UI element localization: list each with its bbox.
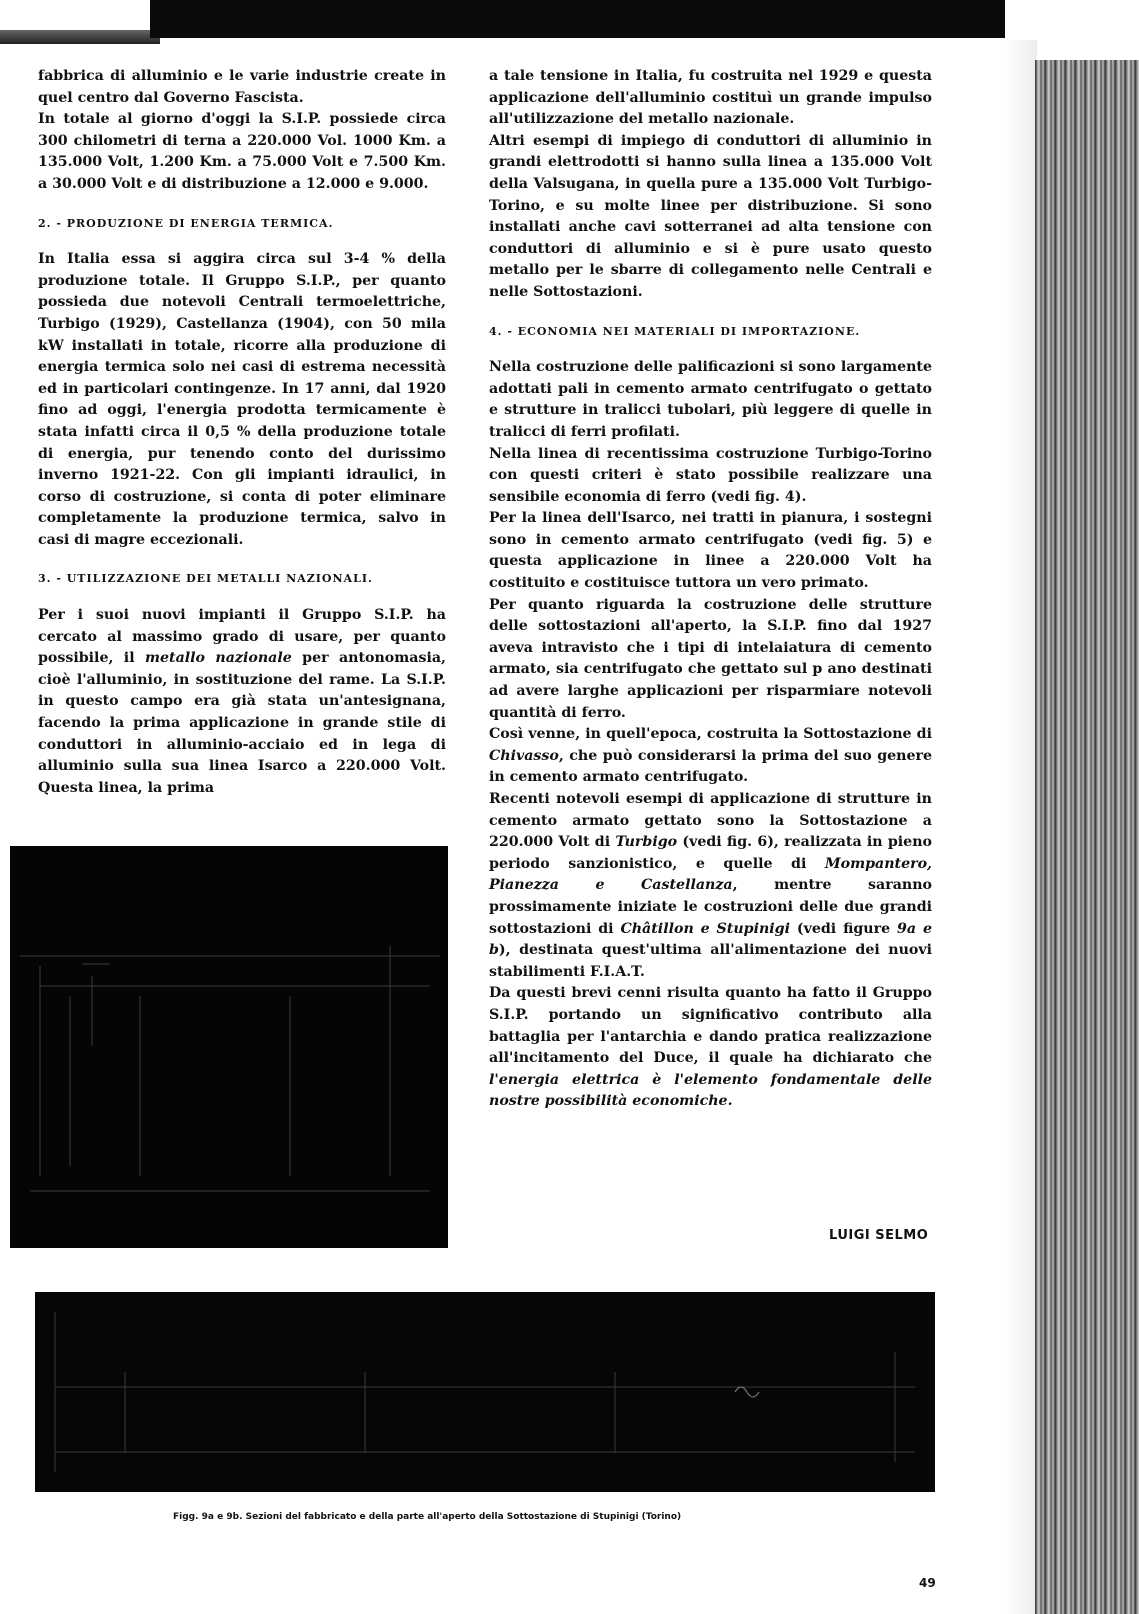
section-heading-3: 3. - UTILIZZAZIONE DEI METALLI NAZIONALI. — [38, 572, 373, 586]
paragraph: Nella linea di recentissima costruzione Turbigo-Torino con questi criteri è stato possibile realizzare una sensibile economia di ferro (vedi fig. 4). — [489, 445, 932, 505]
paragraph: Recenti notevoli esempi di applicazione di strutture in cemento armato gettato sono la Sottostazione a 220.000 Volt di Turbigo (vedi fig. 6), realizzata in pieno periodo sanzionistico, e quelle di Mompantero, Pianezza e Castellanza, mentre saranno prossimamente iniziate le costruzioni delle due grandi sottostazioni di Châtillon e Stupinigi (vedi figure 9a e b), destinata quest'ultima all'alimentazione dei nuovi stabilimenti F.I.A.T. — [489, 791, 932, 980]
paragraph: Per i suoi nuovi impianti il Gruppo S.I.P. ha cercato al massimo grado di usare, per quanto possibile, il metallo nazionale per antonomasia, cioè l'alluminio, in sostituzione del rame. La S.I.P. in questo campo era già stata un'antesignana, facendo la prima applicazione in grande stile di conduttori in alluminio-acciaio ed in lega di alluminio sulla sua linea Isarco a 220.000 Volt. Questa linea, la prima — [38, 607, 446, 796]
emphasis: 9a e b — [489, 920, 932, 959]
left-text-column — [38, 66, 446, 799]
book-page-edges — [1035, 60, 1139, 1614]
paragraph: Per quanto riguarda la costruzione delle strutture delle sottostazioni all'aperto, la S.I.P. fino dal 1927 aveva intravisto che i tipi di intelaiatura di cemento armato, sia centrifugato che gettato sul p ano destinati ad avere larghe applicazioni per risparmiare notevoli quantità di ferro. — [489, 596, 932, 721]
paragraph: In Italia essa si aggira circa sul 3-4 % della produzione totale. Il Gruppo S.I.P., per quanto possieda due notevoli Centrali termoelettriche, Turbigo (1929), Castellanza (1904), con 50 mila kW installati in totale, ricorre alla produzione di energia termica solo nei casi di estrema necessità ed in particolari contingenze. In 17 anni, dal 1920 fino ad oggi, l'energia prodotta termicamente è stata infatti circa il 0,5 % della produzione totale di energia, pur tenendo conto del durissimo inverno 1921-22. Con gli impianti idraulici, in corso di costruzione, si conta di poter eliminare completamente la produzione termica, salvo in casi di magre eccezionali. — [38, 251, 446, 548]
page-gutter-shadow — [1005, 40, 1037, 1614]
emphasis: metallo nazionale — [144, 650, 292, 667]
paragraph: Altri esempi di impiego di conduttori di alluminio in grandi elettrodotti si hanno sulla linea a 135.000 Volt della Valsugana, in quella pure a 135.000 Volt Turbigo-Torino, e su molte linee per distribuzione. Si sono installati anche cavi sotterranei ad alta tensione con conduttori di alluminio e si è pure usato questo metallo per le sbarre di collegamento nelle Centrali e nelle Sottostazioni. — [489, 132, 932, 300]
author-signature: LUIGI SELMO — [829, 1228, 929, 1243]
paragraph: Da questi brevi cenni risulta quanto ha fatto il Gruppo S.I.P. portando un significativo contributo alla battaglia per l'antarchia e dando pratica realizzazione all'incitamento del Duce, il quale ha dichiarato che l'energia elettrica è l'elemento fondamentale delle nostre possibilità economiche. — [489, 985, 932, 1110]
section-heading-4: 4. - ECONOMIA NEI MATERIALI DI IMPORTAZIONE. — [489, 324, 861, 338]
paragraph: Così venne, in quell'epoca, costruita la Sottostazione di Chivasso, che può considerarsi la prima del suo genere in cemento armato centrifugato. — [489, 726, 932, 786]
paragraph: Per la linea dell'Isarco, nei tratti in pianura, i sostegni sono in cemento armato centrifugato (vedi fig. 5) e questa applicazione in linee a 220.000 Volt ha costituito e costituisce tuttora un vero primato. — [489, 510, 932, 592]
top-left-dark-edge — [0, 30, 160, 44]
figure-caption: Figg. 9a e 9b. Sezioni del fabbricato e della parte all'aperto della Sottostazione di Stupinigi (Torino) — [173, 1512, 682, 1522]
figure-9a-section-drawing — [10, 846, 448, 1248]
emphasis: Mompantero, Pianezza e Castellanza — [489, 855, 932, 894]
emphasis: Châtillon e Stupinigi — [620, 920, 790, 937]
paragraph: Nella costruzione delle palificazioni si sono largamente adottati pali in cemento armato centrifugato o gettato e strutture in tralicci tubolari, più leggere di quelle in tralicci di ferri profilati. — [489, 359, 932, 440]
emphasis: l'energia elettrica è l'elemento fondamentale delle nostre possibilità economiche. — [489, 1071, 932, 1110]
emphasis: Chivasso — [489, 747, 559, 764]
page-number: 49 — [919, 1576, 936, 1590]
top-dark-band — [150, 0, 1005, 38]
paragraph: In totale al giorno d'oggi la S.I.P. possiede circa 300 chilometri di terna a 220.000 Vol. 1000 Km. a 135.000 Volt, 1.200 Km. a 75.000 Volt e 7.500 Km. a 30.000 Volt e di distribuzione a 12.000 e 9.000. — [38, 111, 446, 192]
paragraph: fabbrica di alluminio e le varie industrie create in quel centro dal Governo Fascista. — [38, 68, 446, 106]
section-heading-2: 2. - PRODUZIONE DI ENERGIA TERMICA. — [38, 216, 334, 230]
figure-9b-outdoor-section-drawing — [35, 1292, 935, 1492]
blueprint-lines — [35, 1292, 935, 1492]
blueprint-lines — [10, 846, 448, 1248]
right-text-column — [489, 66, 932, 1113]
emphasis: Turbigo — [615, 834, 678, 851]
paragraph: a tale tensione in Italia, fu costruita nel 1929 e questa applicazione dell'alluminio costituì un grande impulso all'utilizzazione del metallo nazionale. — [489, 68, 932, 128]
